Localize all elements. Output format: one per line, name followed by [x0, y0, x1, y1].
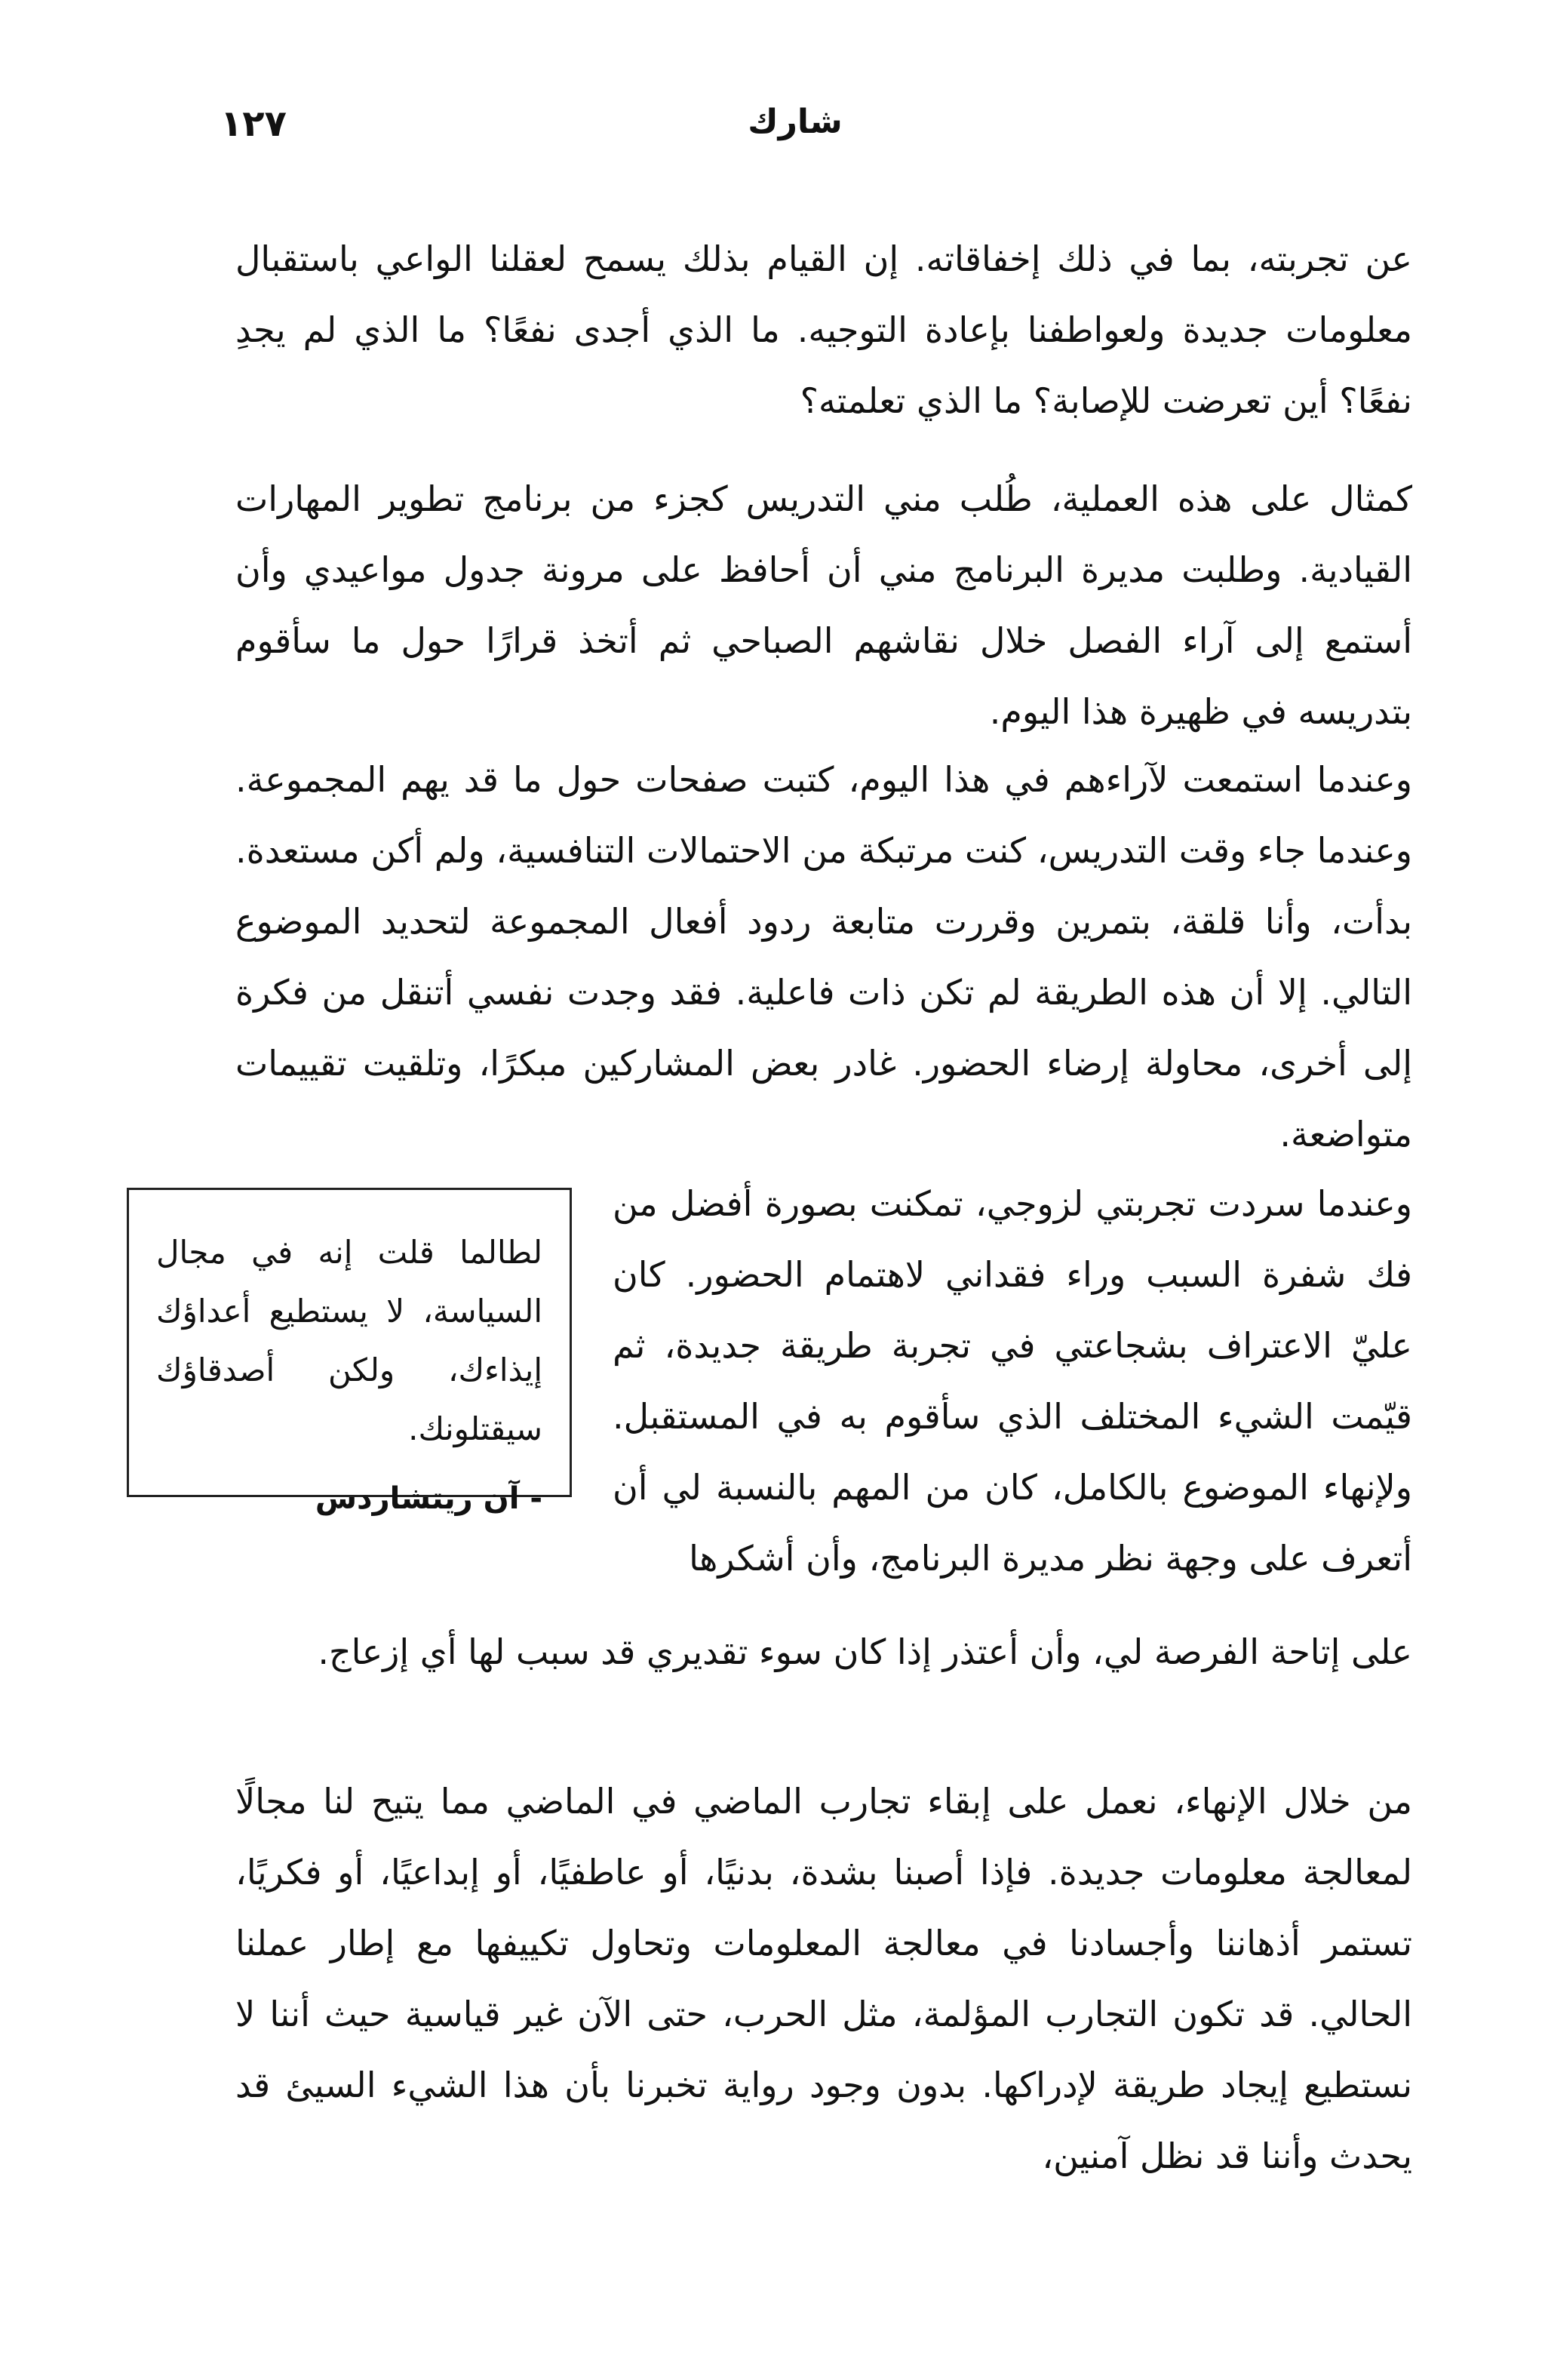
pull-quote-author: - آن ريتشاردس — [315, 1481, 542, 1516]
paragraph-4: وعندما سردت تجربتي لزوجي، تمكنت بصورة أفضل من فك شفرة السبب وراء فقداني لاهتمام الحضور. كان عليّ الاعتراف بشجاعتي في تجربة طريقة جديدة، ثم قيّمت الشيء المختلف الذي سأقوم به في المستقبل. ولإنهاء الموضوع بالكامل، كان من المهم بالنسبة لي أن أتعرف على وجهة نظر مديرة البرنامج، وأن أشكرها — [613, 1183, 1412, 1579]
paragraph-3: وعندما استمعت لآراءهم في هذا اليوم، كتبت صفحات حول ما قد يهم المجموعة. وعندما جاء وقت التدريس، كنت مرتبكة من الاحتمالات التنافسية، ولم أكن مستعدة. بدأت، وأنا قلقة، بتمرين وقررت متابعة ردود أفعال المجموعة لتحديد الموضوع التالي. إلا أن هذه الطريقة لم تكن ذات فاعلية. فقد وجدت نفسي أتنقل من فكرة إلى أخرى، محاولة إرضاء الحضور. غادر بعض المشاركين مبكرًا، وتلقيت تقييمات متواضعة. — [235, 759, 1412, 1155]
pull-quote-text: لطالما قلت إنه في مجال السياسة، لا يستطيع أعداؤك إيذاءك، ولكن أصدقاؤك سيقتلونك. — [156, 1234, 542, 1447]
paragraph-5: من خلال الإنهاء، نعمل على إبقاء تجارب الماضي في الماضي مما يتيح لنا مجالًا لمعالجة معلومات جديدة. فإذا أصبنا بشدة، بدنيًا، أو عاطفيًا، أو إبداعيًا، أو فكريًا، تستمر أذهاننا وأجسادنا في معالجة المعلومات وتحاول تكييفها مع إطار عملنا الحالي. قد تكون التجارب المؤلمة، مثل الحرب، حتى الآن غير قياسية حيث أننا لا نستطيع إيجاد طريقة لإدراكها. بدون وجود رواية تخبرنا بأن هذا الشيء السيئ قد يحدث وأننا قد نظل آمنين، — [235, 1781, 1412, 2176]
paragraph-1: عن تجربته، بما في ذلك إخفاقاته. إن القيام بذلك يسمح لعقلنا الواعي باستقبال معلومات جديدة ولعواطفنا بإعادة التوجيه. ما الذي أجدى نفعًا؟ ما الذي لم يجدِ نفعًا؟ أين تعرضت للإصابة؟ ما الذي تعلمته؟ — [235, 238, 1412, 421]
paragraph-4-continued: على إتاحة الفرصة لي، وأن أعتذر إذا كان سوء تقديري قد سبب لها أي إزعاج. — [318, 1631, 1412, 1672]
running-head: شارك — [748, 103, 843, 141]
paragraph-2: كمثال على هذه العملية، طُلب مني التدريس كجزء من برنامج تطوير المهارات القيادية. وطلبت مديرة البرنامج مني أن أحافظ على مرونة جدول مواعيدي وأن أستمع إلى آراء الفصل خلال نقاشهم الصباحي ثم أتخذ قرارًا حول ما سأقوم بتدريسه في ظهيرة هذا اليوم. — [235, 478, 1412, 732]
page-number: ١٢٧ — [220, 103, 287, 145]
pull-quote-box — [127, 1188, 572, 1516]
